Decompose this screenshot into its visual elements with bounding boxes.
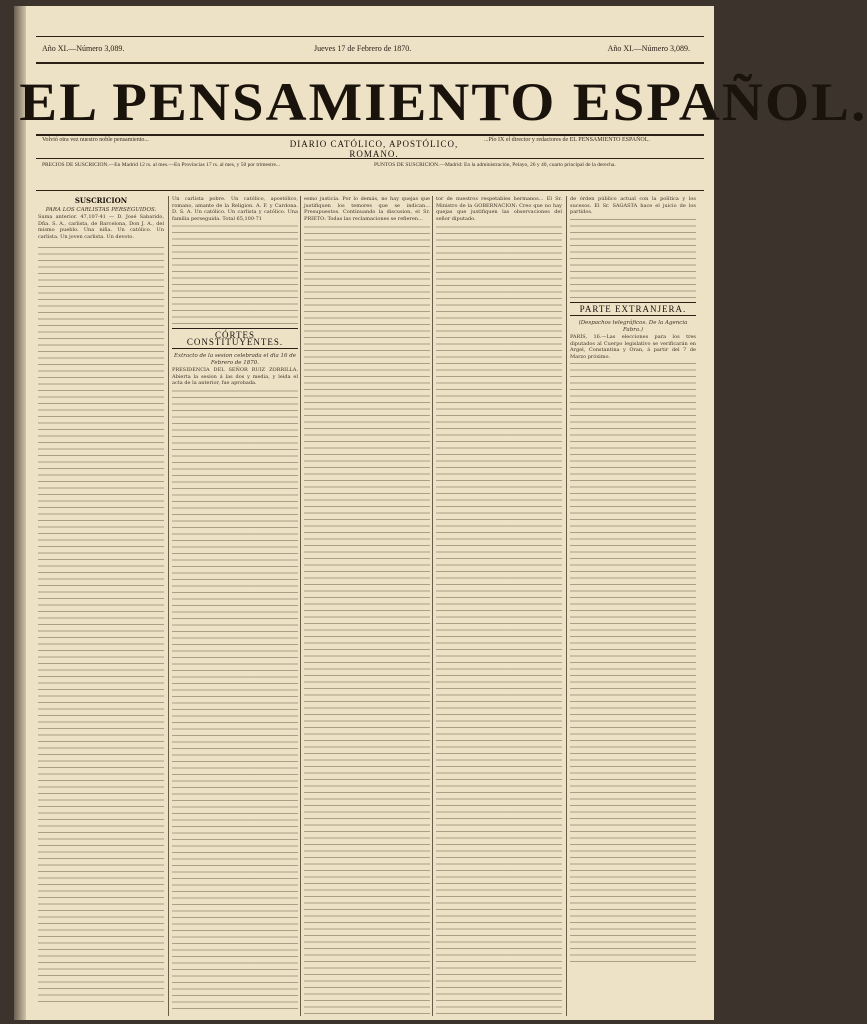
column-3-text: esmo justicia. Por lo demás, no hay quejas que justifiquen los temores que se indican... Presupuestos. Continuando la discusion, el Sr. PRIETO: Todas las reclamaciones se refieren... [304, 196, 430, 222]
column-5-text-2: PARÍS, 16.—Las elecciones para los tres diputados al Cuerpo legislativo se verificarán en Argel, Constantina y Oran, á partir del 7 de Marzo próximo. [570, 334, 696, 360]
edition-right: Año XI.—Número 3,089. [607, 44, 690, 53]
column-divider [168, 196, 169, 1016]
issue-date: Jueves 17 de Febrero de 1870. [314, 44, 412, 53]
foreign-news-heading: PARTE EXTRANJERA. [570, 302, 696, 317]
subtitle: DIARIO CATÓLICO, APOSTÓLICO, ROMANO. [289, 139, 459, 159]
column-2-body-lines [172, 389, 298, 1009]
column-2-text-2: PRESIDENCIA DEL SEÑOR RUIZ ZORRILLA. Abierta la sesion á las dos y media, y leida el acta de la anterior, fue aprobada. [172, 367, 298, 386]
column-divider [300, 196, 301, 1016]
column-divider [566, 196, 567, 1016]
top-rule [36, 36, 704, 37]
column-1 [38, 196, 164, 1016]
column-4-body-lines [436, 224, 562, 1014]
column-divider [432, 196, 433, 1016]
masthead-title: EL PENSAMIENTO ESPAÑOL. [19, 72, 867, 132]
notice-rule [36, 158, 704, 159]
column-3-body-lines [304, 224, 430, 1014]
subscription-prices: PRECIOS DE SUSCRICION.—En Madrid 12 rs. al mes.—En Provincias 17 rs. al mes, y 50 por trimestre... [42, 162, 281, 168]
column-1-text: Suma anterior. 47,107·41 — D. José Sabarido, Dña. S. A., carlista, de Barcelona, Don J. A., del mismo pueblo. Una niña. Un católico. Un carlista. Un joven carlista. Un devoto. [38, 214, 164, 240]
page-binding [14, 6, 26, 1020]
column-5-text: de órden público actual con la política y los sucesos. El Sr. SAGASTA hace el juicio de los partidos. [570, 196, 696, 215]
motto-left: Volvió otra vez nuestro noble pensamiento... [42, 137, 149, 143]
column-2-list-lines [172, 224, 298, 324]
cortes-subheading: Extracto de la sesion celebrada el dia 16 de Febrero de 1870. [173, 353, 297, 366]
columns-top-rule [36, 190, 704, 191]
cortes-heading: CÓRTES CONSTITUYENTES. [172, 328, 298, 349]
edition-left: Año XI.—Número 3,089. [42, 44, 125, 53]
subscription-heading: SUSCRICION [74, 196, 128, 205]
column-5 [570, 196, 696, 1016]
column-2-text: Un carlista pobre. Un católico, apostólico, romano, amante de la Religion. A. F. y Cardona. D. S. A. Un católico. Un carlista y católico. Una familia perseguida. Total 65,100·71 [172, 196, 298, 222]
column-1-body-lines [38, 242, 164, 1002]
masthead-top-rule [36, 62, 704, 64]
motto-right: ...Pío IX el director y redactores de EL PENSAMIENTO ESPAÑOL. [484, 137, 650, 143]
newspaper-page [14, 6, 867, 1020]
column-3 [304, 196, 430, 1016]
subscription-points: PUNTOS DE SUSCRICION.—Madrid: En la administración, Pelayo, 26 y 40, cuarto principal de la derecha. [374, 162, 616, 168]
column-2 [172, 196, 298, 1016]
column-4-text: tor de nuestros respetables hermanos... El Sr. Ministro de la GOBERNACION: Creo que no hay quejas que justifiquen las observaciones del señor diputado. [436, 196, 562, 222]
column-4 [436, 196, 562, 1016]
subscription-subheading: PARA LOS CARLISTAS PERSEGUIDOS. [45, 206, 157, 213]
column-5-top-lines [570, 218, 696, 298]
foreign-news-subheading: (Despachos telegráficos. De la Agencia Fabra.) [578, 320, 688, 333]
column-5-body-lines [570, 362, 696, 962]
